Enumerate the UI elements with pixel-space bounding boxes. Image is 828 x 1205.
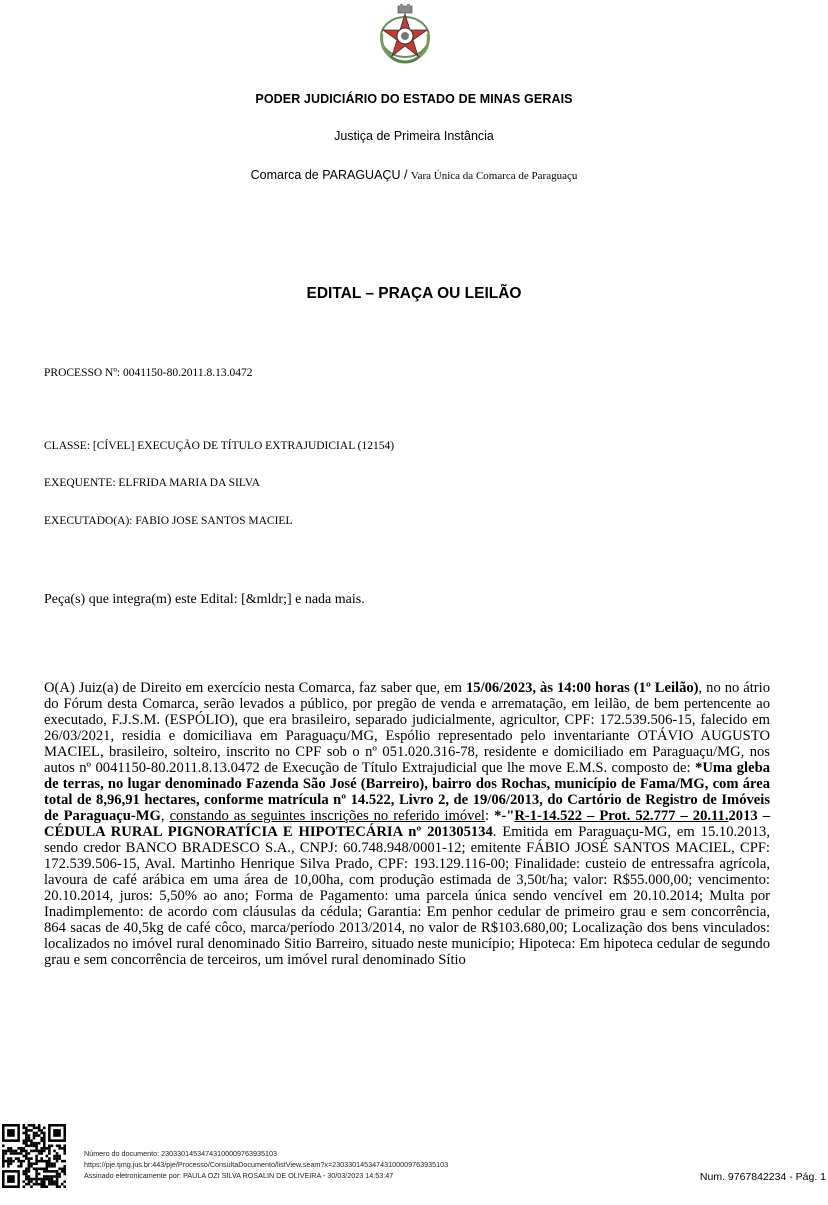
footer-signature: Assinado eletronicamente por: PAULA OZI SILVA ROSALIN DE OLIVEIRA - 30/03/2023 14:53:47 <box>84 1171 394 1180</box>
page-number: Num. 9767842234 - Pág. 1 <box>699 1171 826 1183</box>
document-title: EDITAL – PRAÇA OU LEILÃO <box>306 285 522 302</box>
inscriptions-label: constando as seguintes inscrições no referido imóvel <box>169 808 485 824</box>
body-text-1: O(A) Juiz(a) de Direito em exercício nesta Comarca, faz saber que, em <box>44 680 466 696</box>
header-comarca-name: Comarca de PARAGUAÇU / <box>250 168 411 182</box>
edict-body <box>44 680 770 968</box>
defendant: EXECUTADO(A): FABIO JOSE SANTOS MACIEL <box>44 515 293 527</box>
state-coat-of-arms-icon <box>372 4 438 66</box>
registry-entry: R-1-14.522 – Prot. 52.777 – 20.11. <box>514 808 729 824</box>
process-class: CLASSE: [CÍVEL] EXECUÇÃO DE TÍTULO EXTRAJUDICIAL (12154) <box>44 440 395 452</box>
body-text-2: , no no átrio do Fórum desta Comarca, serão levados a público, por pregão de venda e arrematação, em leilão, de bem pertencente ao executado, F.J.S.M. (ESPÓLIO), que era brasileiro, separado judicialmente, agricultor, CPF: 172.539.506-15, falecido em 26/03/2021, residia e domiciliava em Paraguaçu/MG, Espólio representado pelo inventariante OTÁVIO AUGUSTO MACIEL, brasileiro, solteiro, inscrito no CPF sob o nº 051.020.316-78, residente e domiciliado em Paraguaçu/MG, nos autos nº 0041150-80.2011.8.13.0472 de Execução de Título Extrajudicial que lhe move E.M.S. composto de: <box>44 680 770 776</box>
header-court-name: PODER JUDICIÁRIO DO ESTADO DE MINAS GERAIS <box>255 92 573 106</box>
header-vara: Vara Única da Comarca de Paraguaçu <box>410 170 578 182</box>
property-description: *Uma gleba de terras, no lugar denominado Fazenda São José (Barreiro), bairro dos Rochas, município de Fama/MG, com área total de 8,96,91 hectares, conforme matrícula nº 14.522, Livro 2, de 19/06/2013, do Cartório de Registro de Imóveis de Paraguaçu-MG <box>44 760 770 824</box>
attached-pieces: Peça(s) que integra(m) este Edital: [&mldr;] e nada mais. <box>44 592 365 607</box>
registry-prefix: *-" <box>494 808 515 824</box>
plaintiff: EXEQUENTE: ELFRIDA MARIA DA SILVA <box>44 477 260 489</box>
footer-doc-number: Número do documento: 23033014534743100009763935103 <box>84 1149 278 1158</box>
qr-code-icon[interactable] <box>2 1124 66 1188</box>
cedula-title: 2013 – CÉDULA RURAL PIGNORATÍCIA E HIPOTECÁRIA nº 201305134 <box>44 808 770 840</box>
body-text-4: : <box>485 808 495 824</box>
process-number: PROCESSO Nº: 0041150-80.2011.8.13.0472 <box>44 367 253 379</box>
header-comarca <box>0 168 828 182</box>
footer-url[interactable]: https://pje.tjmg.jus.br:443/pje/Processo/ConsultaDocumento/listView.seam?x=23033014534743100009763935103 <box>84 1160 449 1169</box>
body-text-3: , <box>160 808 170 824</box>
header-instance: Justiça de Primeira Instância <box>334 129 494 143</box>
body-text-5: . Emitida em Paraguaçu-MG, em 15.10.2013, sendo credor BANCO BRADESCO S.A., CNPJ: 60.748.948/0001-12; emitente FÁBIO JOSÉ SANTOS MACIEL, CPF: 172.539.506-15, Aval. Martinho Henrique Silva Prado, CPF: 193.129.116-00; Finalidade: custeio de entressafra agrícola, lavoura de café arábica em uma área de 10,00ha, com produção estimada de 3,50t/ha; valor: R$55.000,00; vencimento: 20.10.2014, juros: 5,50% ao ano; Forma de Pagamento: uma parcela única sendo vencível em 20.10.2014; Multa por Inadimplemento: de acordo com cláusulas da cédula; Garantia: Em penhor cedular de primeiro grau e sem concorrência, 864 sacas de 40,5kg de café côco, marca/período 2013/2014, no valor de R$103.680,00; Localização dos bens vinculados: localizados no imóvel rural denominado Sitio Barreiro, situado neste município; Hipoteca: Em hipoteca cedular de segundo grau e sem concorrência de terceiros, um imóvel rural denominado Sítio <box>44 824 771 968</box>
auction-date: 15/06/2023, às 14:00 horas (1º Leilão) <box>465 680 699 696</box>
